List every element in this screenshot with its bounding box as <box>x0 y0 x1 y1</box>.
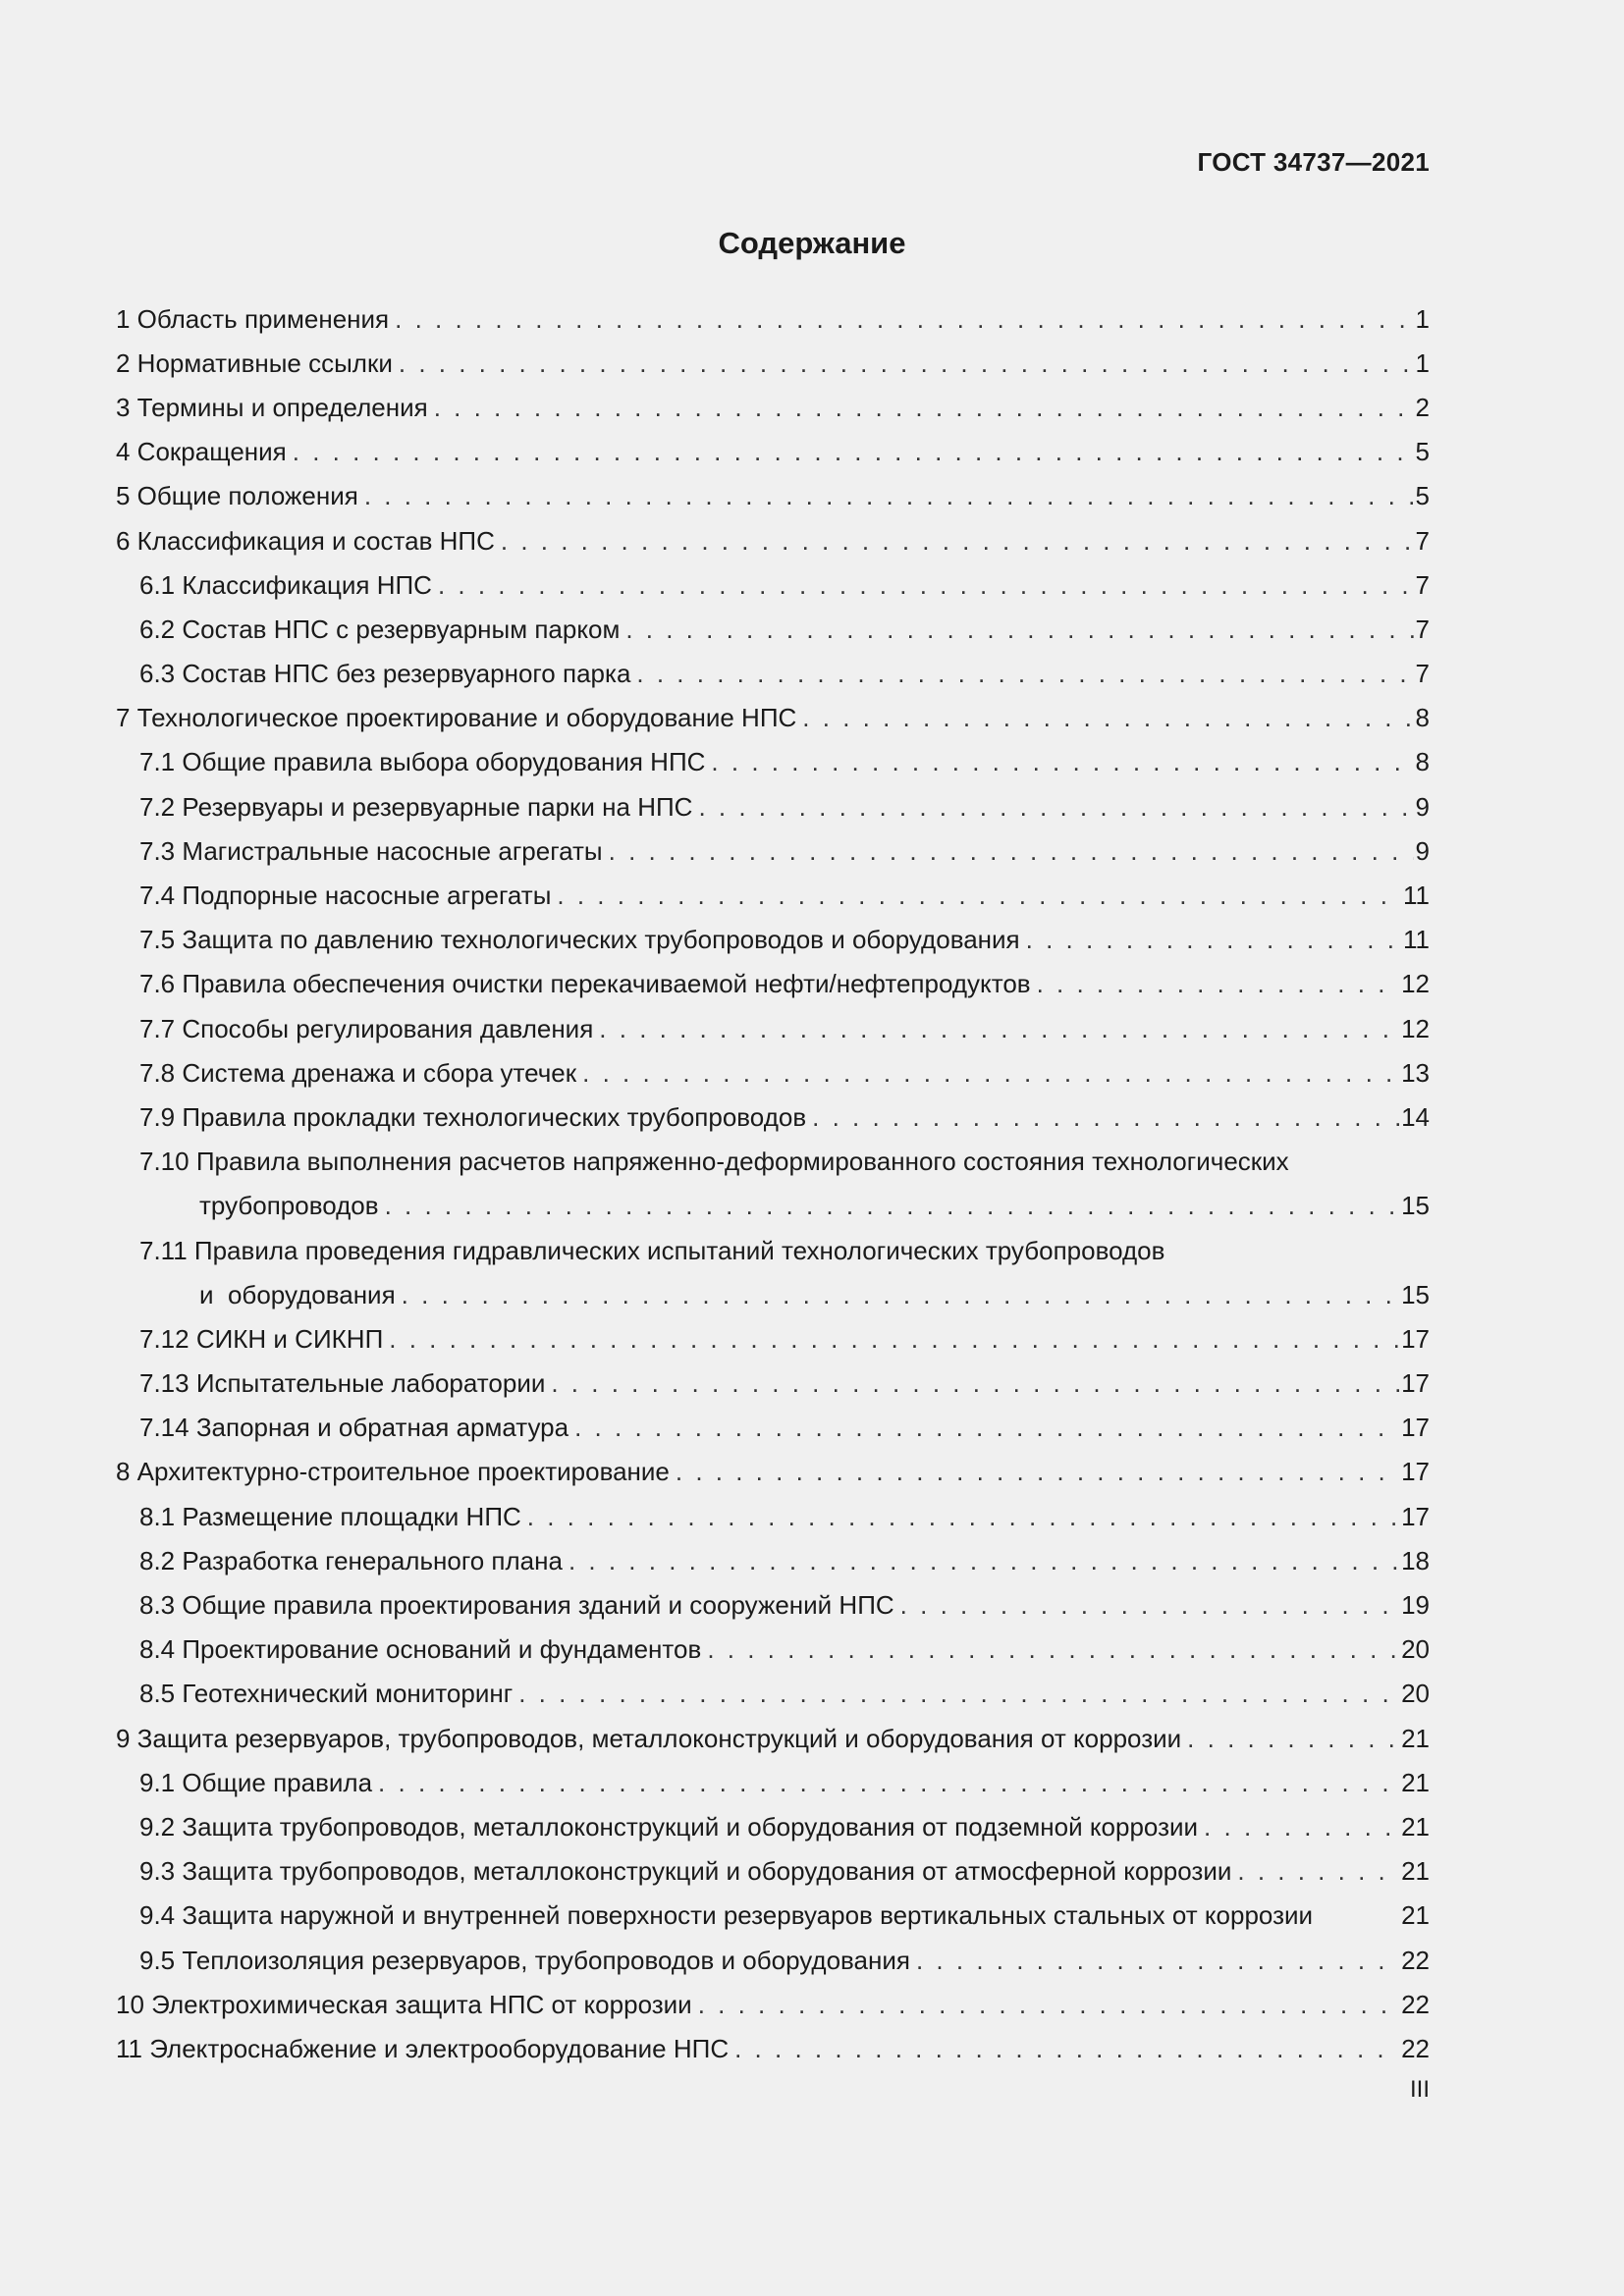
toc-entry-label: 7.1 Общие правила выбора оборудования НПС <box>139 747 706 777</box>
toc-entry[interactable] <box>116 873 1430 917</box>
toc-entry-label: 7.8 Система дренажа и сбора утечек <box>139 1057 577 1088</box>
toc-leader-dots <box>1037 971 1399 996</box>
toc-entry-page: 7 <box>1415 569 1430 600</box>
toc-entry-label: 7.3 Магистральные насосные агрегаты <box>139 835 603 866</box>
toc-entry-label: 4 Сокращения <box>116 437 287 467</box>
toc-entry[interactable] <box>116 652 1430 696</box>
toc-entry[interactable] <box>116 828 1430 873</box>
toc-entry-page: 11 <box>1403 925 1430 955</box>
toc-entry-page: 22 <box>1401 2033 1430 2063</box>
toc-leader-dots <box>385 1193 1400 1218</box>
toc-entry-label: 6.1 Классификация НПС <box>139 569 432 600</box>
toc-entry[interactable] <box>116 2026 1430 2070</box>
toc-leader-dots <box>395 306 1413 332</box>
toc-entry-label: 5 Общие положения <box>116 481 358 511</box>
toc-entry-page: 7 <box>1415 659 1430 689</box>
toc-entry[interactable] <box>116 1006 1430 1050</box>
toc-entry-label: 10 Электрохимическая защита НПС от коррозии <box>116 1989 692 2019</box>
toc-entry-page: 12 <box>1401 1013 1430 1043</box>
toc-entry-label: 9.2 Защита трубопроводов, металлоконструкций и оборудования от подземной коррозии <box>139 1811 1199 1842</box>
toc-entry-label: трубопроводов <box>199 1191 379 1221</box>
toc-entry-page: 17 <box>1401 1368 1430 1399</box>
toc-entry-page: 17 <box>1401 1323 1430 1354</box>
toc-leader-dots <box>582 1060 1399 1086</box>
toc-entry-label: 9.4 Защита наружной и внутренней поверхности резервуаров вертикальных стальных от коррозии <box>139 1900 1314 1931</box>
toc-entry[interactable] <box>116 1982 1430 2026</box>
toc-entry-page: 22 <box>1401 1989 1430 2019</box>
toc-entry-page: 1 <box>1415 347 1430 378</box>
toc-entry-label: и оборудования <box>199 1279 396 1309</box>
toc-heading: Содержание <box>718 226 906 260</box>
toc-entry-label: 11 Электроснабжение и электрооборудование НПС <box>116 2033 730 2063</box>
toc-leader-dots <box>734 2036 1399 2061</box>
toc-entry-label: 7.6 Правила обеспечения очистки перекачиваемой нефти/нефтепродуктов <box>139 969 1031 999</box>
toc-leader-dots <box>1237 1858 1399 1884</box>
toc-leader-dots <box>599 1016 1399 1041</box>
toc-entry[interactable] <box>116 1716 1430 1760</box>
toc-leader-dots <box>568 1548 1399 1574</box>
toc-entry-label: 9.5 Теплоизоляция резервуаров, трубопроводов и оборудования <box>139 1945 910 1975</box>
toc-entry[interactable] <box>116 1316 1430 1361</box>
toc-entry-page: 5 <box>1415 437 1430 467</box>
toc-entry[interactable] <box>116 1494 1430 1538</box>
toc-entry-label: 8.2 Разработка генерального плана <box>139 1545 563 1575</box>
toc-entry-label: 6 Классификация и состав НПС <box>116 525 495 556</box>
toc-entry[interactable] <box>116 784 1430 828</box>
toc-entry-label: 2 Нормативные ссылки <box>116 347 393 378</box>
toc-entry-label: 6.3 Состав НПС без резервуарного парка <box>139 659 631 689</box>
toc-entry[interactable] <box>116 1140 1430 1184</box>
toc-entry-page: 22 <box>1401 1945 1430 1975</box>
toc-entry[interactable] <box>116 1628 1430 1672</box>
toc-entry[interactable] <box>116 1894 1430 1938</box>
toc-entry-page: 8 <box>1415 747 1430 777</box>
toc-leader-dots <box>625 616 1413 642</box>
toc-leader-dots <box>711 749 1413 774</box>
toc-leader-dots <box>636 661 1413 686</box>
toc-entry[interactable] <box>116 385 1430 429</box>
toc-leader-dots <box>364 483 1414 508</box>
toc-entry-page: 7 <box>1415 614 1430 644</box>
toc-entry-page: 19 <box>1401 1590 1430 1621</box>
toc-entry-page: 14 <box>1401 1101 1430 1132</box>
toc-entry-page: 11 <box>1403 881 1430 911</box>
toc-entry-label: 7.14 Запорная и обратная арматура <box>139 1413 569 1443</box>
toc-entry-page: 20 <box>1401 1679 1430 1709</box>
toc-entry[interactable] <box>116 1849 1430 1894</box>
toc-entry[interactable] <box>116 1804 1430 1848</box>
toc-entry-label: 9 Защита резервуаров, трубопроводов, металлоконструкций и оборудования от коррозии <box>116 1723 1182 1753</box>
toc-entry-page: 15 <box>1401 1279 1430 1309</box>
toc-leader-dots <box>527 1504 1399 1529</box>
toc-leader-dots <box>378 1770 1399 1795</box>
toc-entry[interactable] <box>116 474 1430 518</box>
toc-entry[interactable] <box>116 562 1430 607</box>
toc-entry-page: 8 <box>1415 703 1430 733</box>
toc-entry-label: 7.10 Правила выполнения расчетов напряженно-деформированного состояния технологических <box>139 1147 1289 1177</box>
toc-entry-label: 8 Архитектурно-строительное проектирование <box>116 1457 670 1487</box>
toc-entry[interactable] <box>116 1362 1430 1406</box>
toc-entry-label: 7.4 Подпорные насосные агрегаты <box>139 881 552 911</box>
toc-entry[interactable] <box>116 1538 1430 1582</box>
toc-entry[interactable] <box>116 1228 1430 1272</box>
toc-leader-dots <box>434 395 1414 420</box>
toc-leader-dots <box>916 1948 1399 1973</box>
toc-entry-label: 7.13 Испытательные лаборатории <box>139 1368 546 1399</box>
toc-leader-dots <box>698 1992 1399 2017</box>
toc-leader-dots <box>293 439 1414 464</box>
toc-entry[interactable] <box>116 1095 1430 1139</box>
toc-entry[interactable] <box>116 696 1430 740</box>
toc-leader-dots <box>676 1459 1399 1484</box>
toc-entry[interactable] <box>116 1582 1430 1627</box>
toc-entry-page: 13 <box>1401 1057 1430 1088</box>
toc-entry-page: 18 <box>1401 1545 1430 1575</box>
toc-entry[interactable] <box>116 740 1430 784</box>
toc-entry[interactable] <box>116 1272 1430 1316</box>
toc-entry[interactable] <box>116 918 1430 962</box>
toc-leader-dots <box>802 705 1413 730</box>
toc-leader-dots <box>389 1326 1399 1352</box>
toc-entry-label: 9.1 Общие правила <box>139 1767 373 1797</box>
toc-entry[interactable] <box>116 341 1430 385</box>
toc-leader-dots <box>609 838 1414 864</box>
toc-entry[interactable] <box>116 1672 1430 1716</box>
toc-entry-page: 21 <box>1401 1856 1430 1887</box>
toc-leader-dots <box>402 1282 1399 1308</box>
page-number: III <box>1409 2076 1430 2103</box>
toc-leader-dots <box>557 882 1401 908</box>
toc-entry-page: 21 <box>1401 1811 1430 1842</box>
toc-entry[interactable] <box>116 1406 1430 1450</box>
toc-entry-page: 12 <box>1401 969 1430 999</box>
toc-leader-dots <box>551 1370 1399 1396</box>
toc-entry[interactable] <box>116 962 1430 1006</box>
toc-entry-label: 6.2 Состав НПС с резервуарным парком <box>139 614 621 644</box>
toc-leader-dots <box>501 528 1414 554</box>
toc-entry-page: 1 <box>1415 303 1430 334</box>
toc-leader-dots <box>900 1592 1399 1618</box>
toc-entry-label: 7.7 Способы регулирования давления <box>139 1013 594 1043</box>
toc-entry[interactable] <box>116 518 1430 562</box>
toc-leader-dots <box>1026 927 1401 952</box>
toc-leader-dots <box>812 1104 1399 1130</box>
toc-entry[interactable] <box>116 1938 1430 1982</box>
toc-entry-page: 9 <box>1415 791 1430 822</box>
toc-entry-label: 7.2 Резервуары и резервуарные парки на НПС <box>139 791 693 822</box>
toc-entry[interactable] <box>116 607 1430 651</box>
toc-entry-label: 8.4 Проектирование оснований и фундаментов <box>139 1634 702 1665</box>
toc-entry[interactable] <box>116 1760 1430 1804</box>
toc-entry-page: 17 <box>1401 1413 1430 1443</box>
toc-entry[interactable] <box>116 430 1430 474</box>
toc-entry-label: 8.3 Общие правила проектирования зданий и сооружений НПС <box>139 1590 894 1621</box>
toc-entry[interactable] <box>116 296 1430 341</box>
toc-entry-page: 17 <box>1401 1457 1430 1487</box>
toc-entry-label: 7.9 Правила прокладки технологических трубопроводов <box>139 1101 807 1132</box>
toc-entry-label: 7.11 Правила проведения гидравлических испытаний технологических трубопроводов <box>139 1235 1165 1265</box>
toc-leader-dots <box>1204 1814 1399 1840</box>
toc-entry-page: 9 <box>1415 835 1430 866</box>
toc-entry-page: 21 <box>1401 1723 1430 1753</box>
toc-entry-label: 8.1 Размещение площадки НПС <box>139 1501 521 1531</box>
toc-entry-page: 21 <box>1401 1767 1430 1797</box>
toc-leader-dots <box>438 572 1414 598</box>
toc-entry-page: 20 <box>1401 1634 1430 1665</box>
toc-leader-dots <box>698 794 1413 820</box>
toc-entry-page: 7 <box>1415 525 1430 556</box>
toc-entry-label: 7.12 СИКН и СИКНП <box>139 1323 384 1354</box>
toc-entry-page: 15 <box>1401 1191 1430 1221</box>
toc-leader-dots <box>707 1636 1399 1662</box>
table-of-contents <box>116 296 1430 2071</box>
toc-entry-label: 7.5 Защита по давлению технологических трубопроводов и оборудования <box>139 925 1020 955</box>
toc-entry-page: 17 <box>1401 1501 1430 1531</box>
toc-entry[interactable] <box>116 1450 1430 1494</box>
toc-entry[interactable] <box>116 1184 1430 1228</box>
toc-entry-label: 8.5 Геотехнический мониторинг <box>139 1679 514 1709</box>
toc-leader-dots <box>399 350 1414 376</box>
toc-entry-label: 3 Термины и определения <box>116 392 428 422</box>
toc-entry-page: 5 <box>1415 481 1430 511</box>
document-code: ГОСТ 34737—2021 <box>1197 147 1430 177</box>
toc-entry-label: 1 Область применения <box>116 303 390 334</box>
toc-entry-page: 2 <box>1415 392 1430 422</box>
toc-leader-dots <box>574 1415 1399 1440</box>
toc-leader-dots <box>518 1681 1399 1706</box>
toc-entry[interactable] <box>116 1050 1430 1095</box>
toc-entry-page: 21 <box>1401 1900 1430 1931</box>
toc-entry-label: 9.3 Защита трубопроводов, металлоконструкций и оборудования от атмосферной коррозии <box>139 1856 1232 1887</box>
toc-leader-dots <box>1187 1726 1399 1751</box>
toc-entry-label: 7 Технологическое проектирование и оборудование НПС <box>116 703 797 733</box>
